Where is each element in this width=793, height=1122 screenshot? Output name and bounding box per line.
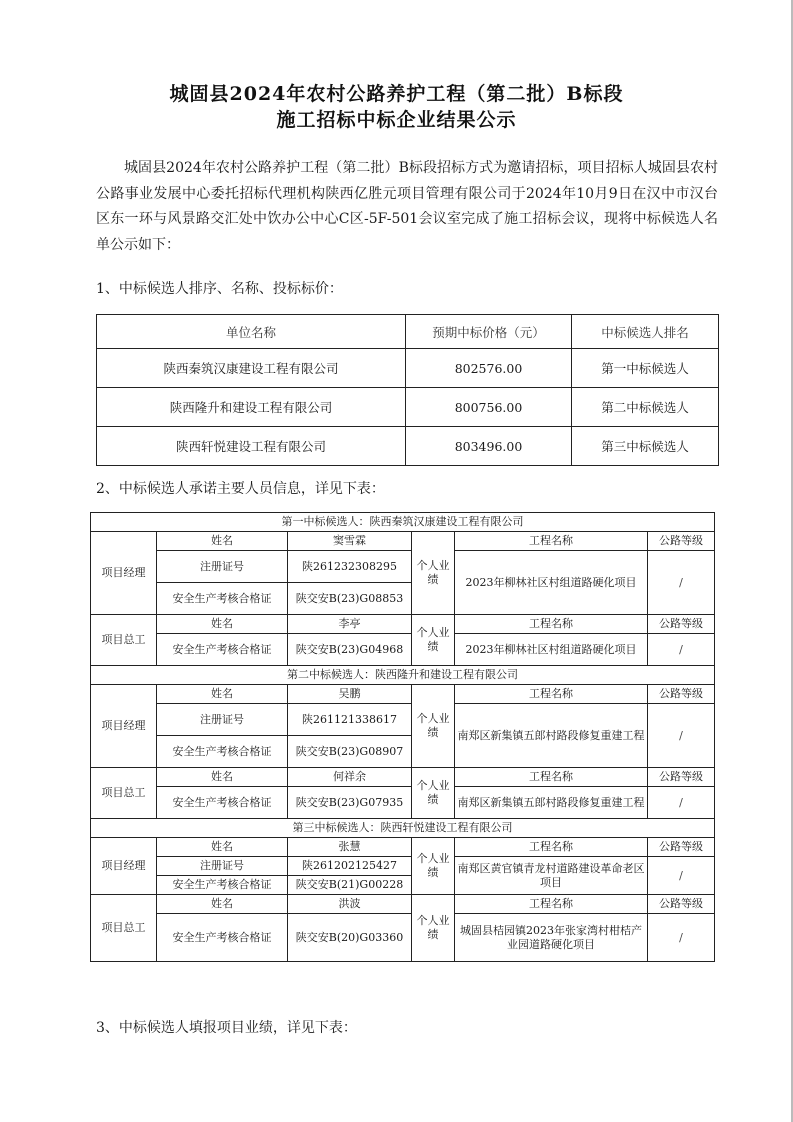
company-cell: 陕西轩悦建设工程有限公司 xyxy=(97,427,406,466)
label-name: 姓名 xyxy=(157,685,288,704)
project-name-value: 2023年柳林社区村组道路硬化项目 xyxy=(455,634,648,666)
label-road-grade: 公路等级 xyxy=(648,685,715,704)
role-cell: 项目经理 xyxy=(91,532,157,615)
header-rank: 中标候选人排名 xyxy=(572,315,719,349)
candidate-caption: 第三中标候选人：陕西轩悦建设工程有限公司 xyxy=(91,819,715,838)
person-name: 李亭 xyxy=(288,615,412,634)
label-name: 姓名 xyxy=(157,615,288,634)
intro-paragraph xyxy=(96,156,718,258)
road-grade-value: / xyxy=(648,857,715,895)
ranking-header-row xyxy=(97,315,719,349)
price-cell: 800756.00 xyxy=(406,388,572,427)
table-row xyxy=(97,388,719,427)
document-subtitle: 施工招标中标企业结果公示 xyxy=(276,109,517,131)
label-safety-cert: 安全生产考核合格证 xyxy=(157,876,288,895)
role-cell: 项目总工 xyxy=(91,615,157,666)
label-safety-cert: 安全生产考核合格证 xyxy=(157,736,288,768)
role-cell: 项目总工 xyxy=(91,895,157,962)
price-cell: 803496.00 xyxy=(406,427,572,466)
road-grade-value: / xyxy=(648,551,715,615)
label-reg-no: 注册证号 xyxy=(157,857,288,876)
reg-no-value: 陕261202125427 xyxy=(288,857,412,876)
label-project-name: 工程名称 xyxy=(455,532,648,551)
header-price: 预期中标价格（元） xyxy=(406,315,572,349)
candidate-caption: 第二中标候选人：陕西隆升和建设工程有限公司 xyxy=(91,666,715,685)
person-name: 吴鹏 xyxy=(288,685,412,704)
road-grade-value: / xyxy=(648,704,715,768)
label-safety-cert: 安全生产考核合格证 xyxy=(157,634,288,666)
rank-cell: 第三中标候选人 xyxy=(572,427,719,466)
person-name: 窦雪霖 xyxy=(288,532,412,551)
label-road-grade: 公路等级 xyxy=(648,532,715,551)
candidate-caption: 第一中标候选人：陕西秦筑汉康建设工程有限公司 xyxy=(91,513,715,532)
label-road-grade: 公路等级 xyxy=(648,895,715,914)
label-project-name: 工程名称 xyxy=(455,615,648,634)
label-road-grade: 公路等级 xyxy=(648,838,715,857)
road-grade-value: / xyxy=(648,787,715,819)
role-cell: 项目经理 xyxy=(91,685,157,768)
section-1-heading: 1、中标候选人排序、名称、投标标价： xyxy=(96,281,343,297)
project-name-value: 2023年柳林社区村组道路硬化项目 xyxy=(455,551,648,615)
table-row xyxy=(97,349,719,388)
safety-cert-value: 陕交安B(20)G03360 xyxy=(288,914,412,962)
road-grade-value: / xyxy=(648,634,715,666)
price-cell: 802576.00 xyxy=(406,349,572,388)
label-reg-no: 注册证号 xyxy=(157,704,288,736)
safety-cert-value: 陕交安B(23)G04968 xyxy=(288,634,412,666)
label-project-name: 工程名称 xyxy=(455,838,648,857)
personnel-table xyxy=(90,512,715,962)
label-road-grade: 公路等级 xyxy=(648,768,715,787)
rank-cell: 第二中标候选人 xyxy=(572,388,719,427)
company-cell: 陕西秦筑汉康建设工程有限公司 xyxy=(97,349,406,388)
person-name: 何祥余 xyxy=(288,768,412,787)
label-safety-cert: 安全生产考核合格证 xyxy=(157,583,288,615)
label-project-name: 工程名称 xyxy=(455,768,648,787)
company-cell: 陕西隆升和建设工程有限公司 xyxy=(97,388,406,427)
project-name-value: 城固县桔园镇2023年张家湾村柑桔产业园道路硬化项目 xyxy=(455,914,648,962)
reg-no-value: 陕261121338617 xyxy=(288,704,412,736)
reg-no-value: 陕261232308295 xyxy=(288,551,412,583)
intro-text: 城固县2024年农村公路养护工程（第二批）B标段招标方式为邀请招标，项目招标人城固县农村公路事业发展中心委托招标代理机构陕西亿胜元项目管理有限公司于2024年10月9日在汉中市汉台区东一环与风景路交汇处中饮办公中心C区-5F-501会议室完成了施工招标会议，现将中标候选人名单公示如下： xyxy=(96,160,718,253)
rank-cell: 第一中标候选人 xyxy=(572,349,719,388)
road-grade-value: / xyxy=(648,914,715,962)
project-name-value: 南郑区黄官镇青龙村道路建设革命老区项目 xyxy=(455,857,648,895)
role-cell: 项目总工 xyxy=(91,768,157,819)
label-personal-perf: 个人业绩 xyxy=(412,838,455,895)
label-safety-cert: 安全生产考核合格证 xyxy=(157,914,288,962)
role-cell: 项目经理 xyxy=(91,838,157,895)
label-safety-cert: 安全生产考核合格证 xyxy=(157,787,288,819)
safety-cert-value: 陕交安B(21)G00228 xyxy=(288,876,412,895)
project-name-value: 南郑区新集镇五郎村路段修复重建工程 xyxy=(455,704,648,768)
person-name: 洪波 xyxy=(288,895,412,914)
header-company: 单位名称 xyxy=(97,315,406,349)
label-name: 姓名 xyxy=(157,532,288,551)
safety-cert-value: 陕交安B(23)G08907 xyxy=(288,736,412,768)
label-name: 姓名 xyxy=(157,768,288,787)
label-personal-perf: 个人业绩 xyxy=(412,685,455,768)
safety-cert-value: 陕交安B(23)G07935 xyxy=(288,787,412,819)
project-name-value: 南郑区新集镇五郎村路段修复重建工程 xyxy=(455,787,648,819)
label-name: 姓名 xyxy=(157,895,288,914)
label-personal-perf: 个人业绩 xyxy=(412,532,455,615)
label-personal-perf: 个人业绩 xyxy=(412,895,455,962)
person-name: 张慧 xyxy=(288,838,412,857)
label-project-name: 工程名称 xyxy=(455,895,648,914)
section-3-heading: 3、中标候选人填报项目业绩，详见下表： xyxy=(96,1020,357,1036)
label-personal-perf: 个人业绩 xyxy=(412,615,455,666)
label-personal-perf: 个人业绩 xyxy=(412,768,455,819)
label-reg-no: 注册证号 xyxy=(157,551,288,583)
safety-cert-value: 陕交安B(23)G08853 xyxy=(288,583,412,615)
section-2-heading: 2、中标候选人承诺主要人员信息，详见下表： xyxy=(96,481,385,497)
table-row xyxy=(97,427,719,466)
label-project-name: 工程名称 xyxy=(455,685,648,704)
label-name: 姓名 xyxy=(157,838,288,857)
label-road-grade: 公路等级 xyxy=(648,615,715,634)
document-title: 城固县2024年农村公路养护工程（第二批）B标段 xyxy=(169,83,624,105)
ranking-table xyxy=(96,314,719,466)
